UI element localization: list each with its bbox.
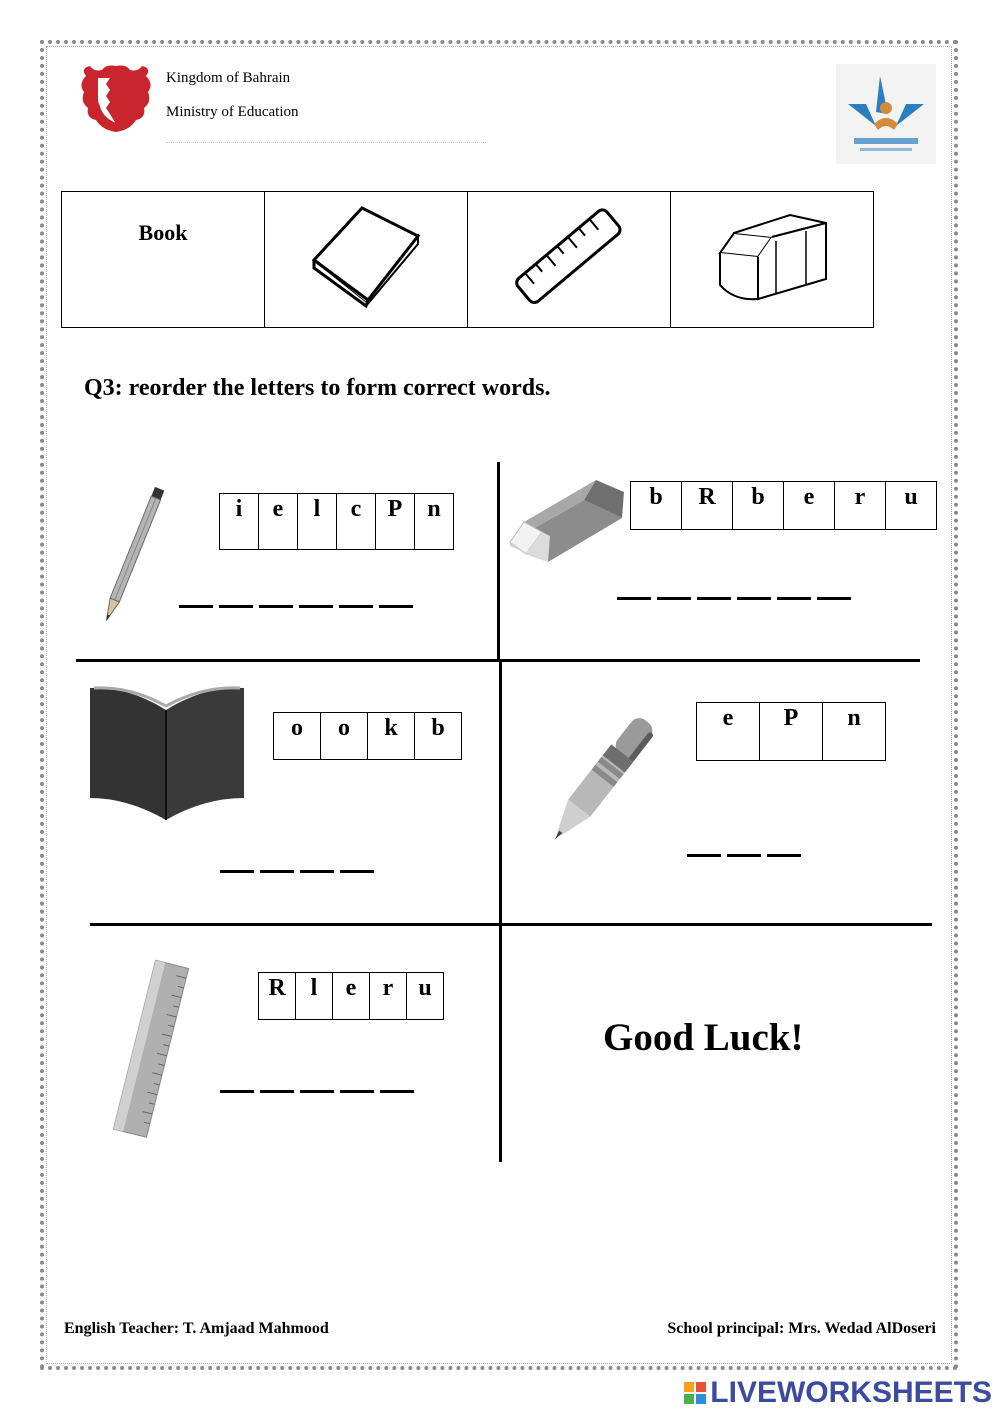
blank [617, 597, 651, 600]
letter-box: n [822, 702, 886, 761]
letter-row-pen [696, 702, 886, 761]
grid-vertical-line-top [497, 462, 500, 662]
letter-box: b [414, 712, 462, 760]
letter-box: e [258, 493, 298, 550]
liveworksheets-logo [684, 1376, 992, 1410]
blank [379, 605, 413, 608]
book-icon [88, 684, 246, 822]
letter-box: e [696, 702, 760, 761]
blank [687, 854, 721, 857]
liveworksheets-logo-icon [684, 1382, 706, 1404]
ruler-outline-icon [507, 201, 631, 313]
blank [260, 870, 294, 873]
blank [220, 1090, 254, 1093]
vocab-cell-ruler [468, 192, 671, 328]
answer-blanks-pencil[interactable] [179, 605, 413, 608]
blank [727, 854, 761, 857]
rubber-icon [506, 470, 626, 576]
blank [777, 597, 811, 600]
blank [340, 870, 374, 873]
answer-blanks-ruler[interactable] [220, 1090, 414, 1093]
header-line-1: Kingdom of Bahrain [166, 70, 291, 86]
letter-box: b [630, 481, 682, 530]
blank [260, 1090, 294, 1093]
blank [339, 605, 373, 608]
header-line-2: Ministry of Education [166, 104, 299, 120]
pencil-icon [94, 480, 174, 630]
letter-box: n [414, 493, 454, 550]
letter-box: o [273, 712, 321, 760]
vocab-cell-eraser [671, 192, 874, 328]
letter-box: R [258, 972, 296, 1020]
principal-name: School principal: Mrs. Wedad AlDoseri [667, 1320, 936, 1337]
blank [380, 1090, 414, 1093]
letter-box: o [320, 712, 368, 760]
blank [299, 605, 333, 608]
letter-box: r [369, 972, 407, 1020]
letter-box: l [297, 493, 337, 550]
letter-box: e [332, 972, 370, 1020]
letter-row-rubber [630, 481, 937, 530]
answer-blanks-rubber[interactable] [617, 597, 851, 600]
blank [259, 605, 293, 608]
letter-box: b [732, 481, 784, 530]
letter-box: P [759, 702, 823, 761]
blank [340, 1090, 374, 1093]
vocab-cell-word [62, 192, 265, 328]
grid-vertical-line-bottom [499, 660, 502, 1162]
blank [220, 870, 254, 873]
grid-horizontal-line-1 [76, 659, 920, 662]
blank [300, 870, 334, 873]
letter-box: e [783, 481, 835, 530]
answer-blanks-book[interactable] [220, 870, 374, 873]
blank [817, 597, 851, 600]
school-logo-icon [836, 64, 936, 164]
answer-blanks-pen[interactable] [687, 854, 801, 857]
header-divider [166, 142, 486, 143]
good-luck-text: Good Luck! [603, 1016, 804, 1059]
blank [737, 597, 771, 600]
bahrain-emblem-icon [76, 62, 156, 134]
question-title: Q3: reorder the letters to form correct words. [84, 375, 551, 401]
grid-horizontal-line-2 [90, 923, 932, 926]
teacher-name: English Teacher: T. Amjaad Mahmood [64, 1320, 329, 1337]
letter-box: R [681, 481, 733, 530]
letter-box: P [375, 493, 415, 550]
letter-box: u [885, 481, 937, 530]
blank [657, 597, 691, 600]
letter-box: u [406, 972, 444, 1020]
blank [697, 597, 731, 600]
blank [179, 605, 213, 608]
letter-box: c [336, 493, 376, 550]
eraser-outline-icon [714, 209, 830, 305]
ruler-icon [104, 958, 200, 1140]
blank [300, 1090, 334, 1093]
letter-box: r [834, 481, 886, 530]
notebook-icon [308, 202, 424, 312]
vocab-table [61, 191, 874, 328]
letter-box: i [219, 493, 259, 550]
letter-box: k [367, 712, 415, 760]
pen-icon [544, 700, 660, 858]
liveworksheets-logo-text: LIVEWORKSHEETS [710, 1376, 992, 1409]
letter-row-book [273, 712, 462, 760]
blank [767, 854, 801, 857]
letter-box: l [295, 972, 333, 1020]
letter-row-ruler [258, 972, 444, 1020]
blank [219, 605, 253, 608]
vocab-word: Book [138, 220, 188, 245]
letter-row-pencil [219, 493, 454, 550]
vocab-cell-book [265, 192, 468, 328]
